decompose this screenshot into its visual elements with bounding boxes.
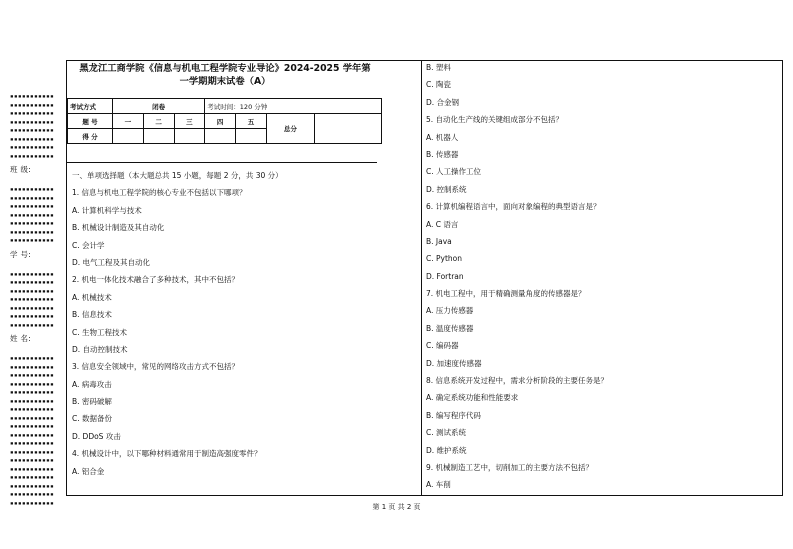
score-table [67,98,382,144]
question-line: 5. 自动化生产线的关键组成部分不包括？ [426,115,564,125]
column-divider [421,60,422,496]
section-heading: 一、单项选择题（本大题总共 15 小题，每题 2 分，共 30 分） [72,171,283,180]
name-label: 姓 名: [10,334,32,343]
option-line: D. 自动控制技术 [72,344,128,354]
exam-mode-label: 考试方式 [68,99,113,114]
option-line: A. 病毒攻击 [72,379,112,389]
question-line: 8. 信息系统开发过程中，需求分析阶段的主要任务是？ [426,376,609,386]
option-line: D. DDoS 攻击 [72,431,121,441]
page-footer: 第 1 页 共 2 页 [372,503,421,511]
exam-time: 考试时间：120 分钟 [205,99,382,114]
question-line: 1. 信息与机电工程学院的核心专业不包括以下哪项？ [72,188,247,198]
option-line: B. 密码破解 [72,397,112,407]
question-line: 9. 机械制造工艺中，切削加工的主要方法不包括？ [426,462,594,472]
question-line: 6. 计算机编程语言中，面向对象编程的典型语言是？ [426,202,601,212]
question-line: 2. 机电一体化技术融合了多种技术，其中不包括？ [72,275,240,285]
section-header: 一 [113,114,144,129]
option-line: A. 机械技术 [72,292,112,302]
exam-title [72,62,378,88]
option-line: C. 生物工程技术 [72,327,128,337]
option-line: A. 计算机科学与技术 [72,205,142,215]
exam-mode-value: 闭卷 [113,99,205,114]
question-line: 7. 机电工程中，用于精确测量角度的传感器是？ [426,289,586,299]
option-line: D. 维护系统 [426,445,467,455]
right-column [426,59,608,494]
option-line: D. 加速度传感器 [426,358,482,368]
option-line: A. C 语言 [426,219,459,229]
option-line: A. 确定系统功能和性能要求 [426,393,519,403]
score-label: 得 分 [68,129,113,144]
option-line: C. 数据备份 [72,414,113,424]
section-header: 二 [143,114,174,129]
option-line: B. 传感器 [426,149,459,159]
option-line: C. 测试系统 [426,428,467,438]
exam-title-line1: 黑龙江工商学院《信息与机电工程学院专业导论》2024-2025 学年第 [79,63,371,74]
option-line: C. 编码器 [426,341,459,351]
option-line: B. 塑料 [426,63,451,72]
binding-margin [10,93,58,508]
option-line: A. 铝合金 [72,466,105,476]
question-no-label: 题 号 [68,114,113,129]
score-cell [143,129,174,144]
class-label: 班 级: [10,165,32,174]
left-column [72,167,283,480]
score-cell [113,129,144,144]
exam-title-line2: 一学期期末试卷（A） [179,76,271,87]
option-line: D. 电气工程及其自动化 [72,257,151,267]
option-line: B. Java [426,236,452,246]
option-line: C. Python [426,254,463,264]
question-line: 3. 信息安全领域中，常见的网络攻击方式不包括？ [72,362,240,372]
question-line: 4. 机械设计中，以下哪种材料通常用于制造高强度零件？ [72,449,262,459]
student-id-label: 学 号: [10,249,32,259]
option-line: D. 合金钢 [426,97,460,107]
score-cell [236,129,267,144]
option-line: D. Fortran [426,271,464,281]
section-header: 五 [236,114,267,129]
option-line: D. 控制系统 [426,184,467,194]
binding-dots: ▪▪▪▪▪▪▪▪▪▪▪ ▪▪▪▪▪▪▪▪▪▪▪ ▪▪▪▪▪▪▪▪▪▪▪ ▪▪▪▪▪▪▪▪▪▪▪ ▪▪▪▪▪▪▪▪▪▪▪ ▪▪▪▪▪▪▪▪▪▪▪ ▪▪▪▪▪▪▪▪▪▪▪ ▪▪▪▪▪▪▪▪▪▪▪ ▪▪▪▪▪▪▪▪▪▪▪ ▪▪▪▪▪▪▪▪▪▪▪ ▪▪▪▪▪▪▪▪▪▪▪ ▪▪▪▪▪▪▪▪▪▪▪ ▪▪▪▪▪▪▪▪▪▪▪ ▪▪▪▪▪▪▪▪▪▪▪ ▪▪▪▪▪▪▪▪▪▪▪ ▪▪▪▪▪▪▪▪▪▪▪ ▪▪▪▪▪▪▪▪▪▪▪ ▪▪▪▪▪▪▪▪▪▪▪ [10,355,55,507]
option-line: B. 信息技术 [72,310,112,320]
binding-dots: ▪▪▪▪▪▪▪▪▪▪▪ ▪▪▪▪▪▪▪▪▪▪▪ ▪▪▪▪▪▪▪▪▪▪▪ ▪▪▪▪▪▪▪▪▪▪▪ ▪▪▪▪▪▪▪▪▪▪▪ ▪▪▪▪▪▪▪▪▪▪▪ ▪▪▪▪▪▪▪▪▪▪▪ [10,186,55,244]
option-line: A. 压力传感器 [426,306,474,316]
option-line: B. 机械设计制造及其自动化 [72,223,165,233]
section-header: 三 [174,114,205,129]
total-score-cell [315,114,382,144]
option-line: C. 人工操作工位 [426,167,482,177]
option-line: A. 车削 [426,480,451,490]
section-header: 四 [205,114,236,129]
option-line: A. 机器人 [426,132,459,142]
binding-dots: ▪▪▪▪▪▪▪▪▪▪▪ ▪▪▪▪▪▪▪▪▪▪▪ ▪▪▪▪▪▪▪▪▪▪▪ ▪▪▪▪▪▪▪▪▪▪▪ ▪▪▪▪▪▪▪▪▪▪▪ ▪▪▪▪▪▪▪▪▪▪▪ ▪▪▪▪▪▪▪▪▪▪▪ [10,270,55,329]
section-rule [67,162,377,163]
option-line: B. 编写程序代码 [426,410,481,420]
binding-dots: ▪▪▪▪▪▪▪▪▪▪▪ ▪▪▪▪▪▪▪▪▪▪▪ ▪▪▪▪▪▪▪▪▪▪▪ ▪▪▪▪▪▪▪▪▪▪▪ ▪▪▪▪▪▪▪▪▪▪▪ ▪▪▪▪▪▪▪▪▪▪▪ ▪▪▪▪▪▪▪▪▪▪▪ ▪▪▪▪▪▪▪▪▪▪▪ [10,93,55,160]
total-label: 总分 [266,114,314,144]
option-line: C. 陶瓷 [426,80,452,90]
score-cell [205,129,236,144]
option-line: C. 会计学 [72,240,105,250]
option-line: B. 温度传感器 [426,323,474,333]
score-cell [174,129,205,144]
